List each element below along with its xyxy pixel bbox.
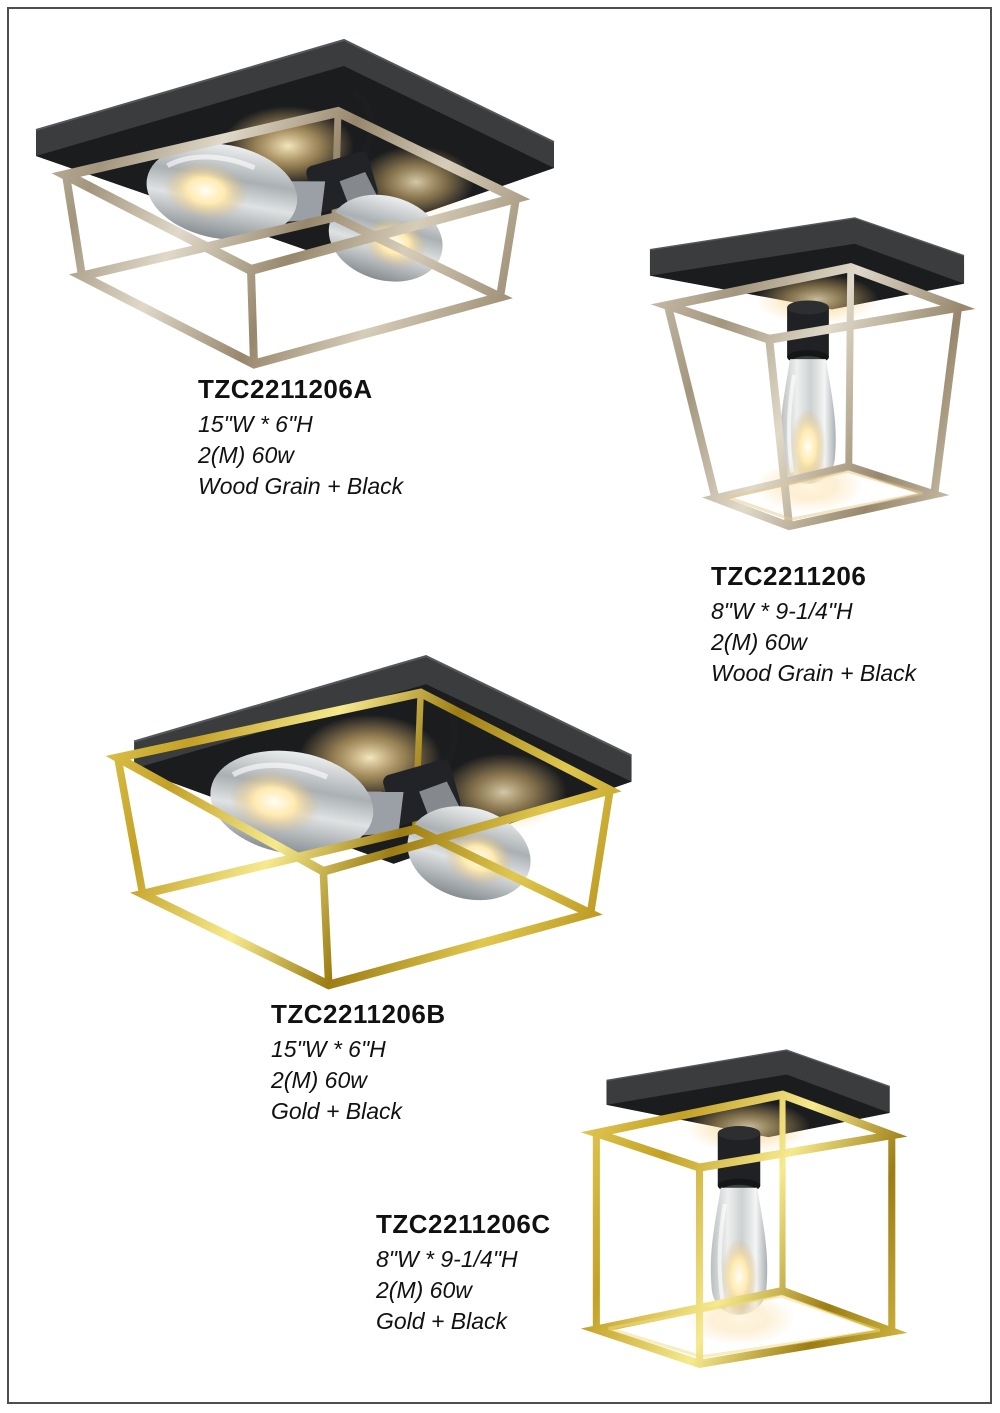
dimensions-spec: 15"W * 6"H xyxy=(271,1036,386,1062)
model-number: TZC2211206A xyxy=(198,374,373,404)
model-number: TZC2211206 xyxy=(711,561,867,591)
finish-spec: Gold + Black xyxy=(376,1308,508,1334)
model-number: TZC2211206B xyxy=(271,999,446,1029)
dimensions-spec: 8"W * 9-1/4"H xyxy=(376,1246,518,1272)
product-image-tzc2211206b xyxy=(80,628,664,996)
product-caption-c xyxy=(376,1209,551,1337)
lamping-spec: 2(M) 60w xyxy=(376,1277,472,1303)
finish-spec: Wood Grain + Black xyxy=(198,473,404,499)
product-image-tzc2211206c xyxy=(566,1036,910,1380)
product-caption-a xyxy=(198,374,403,502)
finish-spec: Gold + Black xyxy=(271,1098,403,1124)
model-number: TZC2211206C xyxy=(376,1209,551,1239)
lamping-spec: 2(M) 60w xyxy=(271,1067,367,1093)
product-image-tzc2211206a xyxy=(26,30,566,370)
product-caption xyxy=(711,561,916,689)
lamping-spec: 2(M) 60w xyxy=(198,442,294,468)
dimensions-spec: 8"W * 9-1/4"H xyxy=(711,598,853,624)
product-caption-b xyxy=(271,999,446,1127)
lamping-spec: 2(M) 60w xyxy=(711,629,807,655)
finish-spec: Wood Grain + Black xyxy=(711,660,917,686)
product-image-tzc2211206 xyxy=(638,210,976,548)
dimensions-spec: 15"W * 6"H xyxy=(198,411,313,437)
